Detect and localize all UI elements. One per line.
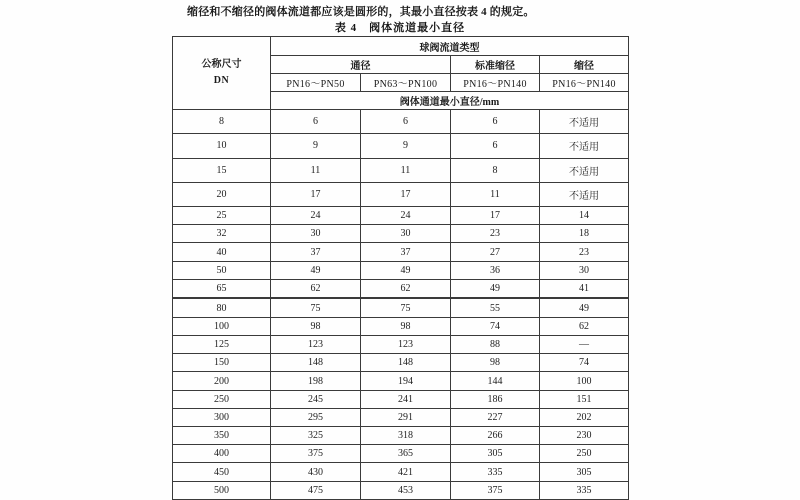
diameter-cell: 335 [451,463,540,481]
diameter-cell: 不适用 [540,134,629,158]
nominal-size-label: 公称尺寸 [201,59,242,70]
diameter-cell: 24 [271,207,361,225]
diameter-cell: 49 [540,298,629,317]
dn-cell: 65 [173,279,271,298]
table-row [173,463,629,481]
dn-cell: 150 [173,354,271,372]
diameter-cell: — [540,336,629,354]
diameter-cell: 227 [451,408,540,426]
diameter-cell: 30 [271,225,361,243]
diameter-cell: 6 [451,134,540,158]
diameter-cell: 335 [540,481,629,499]
table-row [173,279,629,298]
diameter-cell: 318 [361,427,451,445]
diameter-cell: 75 [271,298,361,317]
unit-header: 阀体通道最小直径/mm [271,92,629,110]
dn-cell: 400 [173,445,271,463]
standard-reduced-header: 标准缩径 [451,56,540,74]
dn-cell: 500 [173,481,271,499]
diameter-cell: 241 [361,390,451,408]
diameter-cell: 不适用 [540,110,629,134]
diameter-cell: 37 [271,243,361,261]
diameter-cell: 88 [451,336,540,354]
diameter-cell: 202 [540,408,629,426]
min-diameter-table [172,36,629,500]
diameter-cell: 375 [271,445,361,463]
nominal-size-header [173,37,271,110]
diameter-cell: 194 [361,372,451,390]
dn-cell: 8 [173,110,271,134]
pn-range-header: PN16～PN140 [540,74,629,92]
diameter-cell: 37 [361,243,451,261]
diameter-cell: 295 [271,408,361,426]
dn-cell: 450 [173,463,271,481]
dn-cell: 80 [173,298,271,317]
diameter-cell: 430 [271,463,361,481]
diameter-cell: 365 [361,445,451,463]
dn-cell: 40 [173,243,271,261]
table-row [173,445,629,463]
diameter-cell: 325 [271,427,361,445]
diameter-cell: 17 [361,182,451,206]
diameter-cell: 421 [361,463,451,481]
table-row [173,158,629,182]
dn-cell: 300 [173,408,271,426]
diameter-cell: 266 [451,427,540,445]
dn-cell: 100 [173,317,271,335]
diameter-cell: 49 [361,261,451,279]
pn-range-header: PN16～PN140 [451,74,540,92]
table-row [173,372,629,390]
table-row [173,207,629,225]
diameter-cell: 17 [271,182,361,206]
diameter-cell: 62 [540,317,629,335]
diameter-cell: 123 [271,336,361,354]
diameter-cell: 23 [451,225,540,243]
table-row [173,317,629,335]
diameter-cell: 148 [361,354,451,372]
diameter-cell: 62 [361,279,451,298]
diameter-cell: 24 [361,207,451,225]
dn-cell: 350 [173,427,271,445]
diameter-cell: 18 [540,225,629,243]
diameter-cell: 98 [361,317,451,335]
table-row [173,298,629,317]
dn-cell: 15 [173,158,271,182]
table-row [173,261,629,279]
diameter-cell: 17 [451,207,540,225]
reduced-header: 缩径 [540,56,629,74]
diameter-cell: 148 [271,354,361,372]
diameter-cell: 144 [451,372,540,390]
flow-passage-type-header: 球阀流道类型 [271,37,629,56]
diameter-cell: 475 [271,481,361,499]
diameter-cell: 41 [540,279,629,298]
pn-range-header: PN16～PN50 [271,74,361,92]
table-row [173,182,629,206]
diameter-cell: 不适用 [540,182,629,206]
diameter-cell: 11 [451,182,540,206]
diameter-cell: 8 [451,158,540,182]
pn-range-header: PN63～PN100 [361,74,451,92]
diameter-cell: 186 [451,390,540,408]
dn-cell: 20 [173,182,271,206]
diameter-cell: 100 [540,372,629,390]
diameter-cell: 75 [361,298,451,317]
dn-cell: 32 [173,225,271,243]
diameter-cell: 36 [451,261,540,279]
diameter-cell: 11 [271,158,361,182]
diameter-cell: 49 [451,279,540,298]
diameter-cell: 305 [540,463,629,481]
diameter-cell: 6 [271,110,361,134]
table-row [173,336,629,354]
dn-label: DN [213,75,230,86]
diameter-cell: 62 [271,279,361,298]
table-body [173,110,629,500]
diameter-cell: 不适用 [540,158,629,182]
diameter-cell: 375 [451,481,540,499]
diameter-cell: 14 [540,207,629,225]
diameter-cell: 30 [361,225,451,243]
diameter-cell: 49 [271,261,361,279]
diameter-cell: 250 [540,445,629,463]
diameter-cell: 198 [271,372,361,390]
diameter-cell: 6 [451,110,540,134]
table-row [173,390,629,408]
diameter-cell: 291 [361,408,451,426]
dn-cell: 250 [173,390,271,408]
table-row [173,110,629,134]
diameter-cell: 6 [361,110,451,134]
table-row [173,225,629,243]
diameter-cell: 453 [361,481,451,499]
diameter-cell: 245 [271,390,361,408]
dn-cell: 25 [173,207,271,225]
table-row [173,408,629,426]
diameter-cell: 305 [451,445,540,463]
dn-cell: 50 [173,261,271,279]
table-row [173,243,629,261]
diameter-cell: 74 [540,354,629,372]
diameter-cell: 74 [451,317,540,335]
diameter-cell: 55 [451,298,540,317]
full-bore-header: 通径 [271,56,451,74]
diameter-cell: 230 [540,427,629,445]
table-caption: 表 4 阀体流道最小直径 [334,22,466,34]
diameter-cell: 27 [451,243,540,261]
diameter-cell: 9 [361,134,451,158]
table-row [173,481,629,499]
dn-cell: 125 [173,336,271,354]
diameter-cell: 11 [361,158,451,182]
diameter-cell: 123 [361,336,451,354]
table-row [173,427,629,445]
dn-cell: 10 [173,134,271,158]
intro-paragraph: 缩径和不缩径的阀体流道都应该是圆形的，其最小直径按表 4 的规定。 [187,6,535,18]
table-row [173,354,629,372]
table-row [173,134,629,158]
diameter-cell: 98 [451,354,540,372]
diameter-cell: 98 [271,317,361,335]
diameter-cell: 9 [271,134,361,158]
diameter-cell: 30 [540,261,629,279]
diameter-cell: 23 [540,243,629,261]
diameter-cell: 151 [540,390,629,408]
dn-cell: 200 [173,372,271,390]
